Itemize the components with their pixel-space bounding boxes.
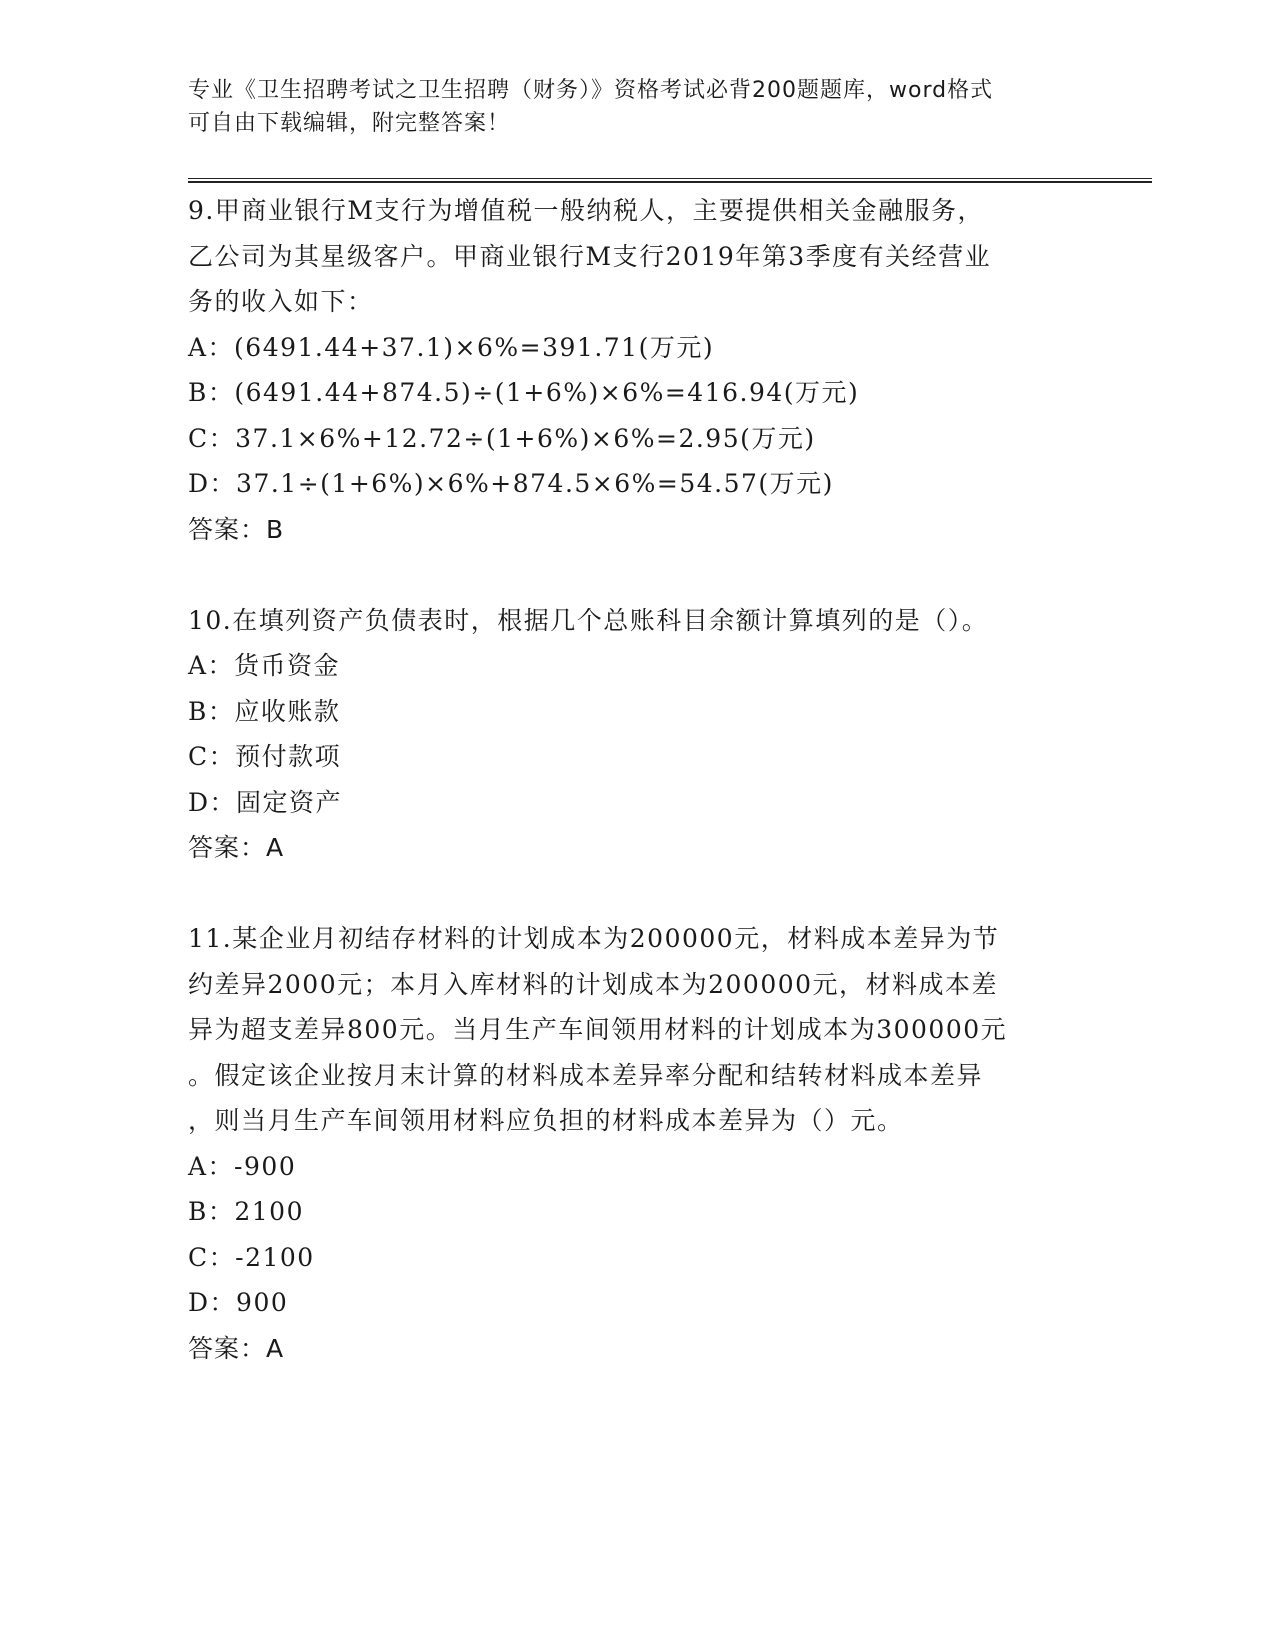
option-d: D：固定资产	[188, 787, 343, 817]
question-stem-line: 异为超支差异800元。当月生产车间领用材料的计划成本为300000元	[188, 1015, 1008, 1044]
option-d: D：37.1÷(1+6%)×6%+874.5×6%=54.57(万元)	[188, 469, 834, 498]
option-a: A：货币资金	[188, 651, 341, 680]
question-stem-line: 10.在填列资产负债表时，根据几个总账科目余额计算填列的是（）。	[188, 605, 989, 635]
option-a: A：-900	[188, 1151, 297, 1181]
header-title-line-2: 可自由下载编辑，附完整答案！	[188, 111, 511, 136]
question-stem-line: 9.甲商业银行M支行为增值税一般纳税人，主要提供相关金融服务，	[188, 196, 984, 225]
option-c: C：-2100	[188, 1242, 315, 1272]
header-divider	[188, 178, 1152, 183]
question-11	[188, 916, 1088, 1371]
option-a: A：(6491.44+37.1)×6%=391.71(万元)	[188, 332, 715, 362]
answer-label: 答案：B	[188, 514, 285, 544]
question-stem-line: ，则当月生产车间领用材料应负担的材料成本差异为（）元。	[188, 1106, 904, 1135]
answer-label: 答案：A	[188, 1333, 285, 1363]
question-stem-line: 约差异2000元；本月入库材料的计划成本为200000元，材料成本差	[188, 969, 999, 999]
option-b: B：2100	[188, 1197, 304, 1226]
option-c: C：37.1×6%+12.72÷(1+6%)×6%=2.95(万元)	[188, 423, 816, 453]
question-stem-line: 11.某企业月初结存材料的计划成本为200000元，材料成本差异为节	[188, 924, 1000, 953]
option-d: D：900	[188, 1288, 289, 1317]
answer-label: 答案：A	[188, 833, 285, 862]
question-10	[188, 598, 1088, 871]
option-b: B：(6491.44+874.5)÷(1+6%)×6%=416.94(万元)	[188, 378, 860, 407]
option-b: B：应收账款	[188, 696, 341, 726]
question-stem-line: 务的收入如下：	[188, 287, 374, 316]
question-stem-line: 乙公司为其星级客户。甲商业银行M支行2019年第3季度有关经营业	[188, 241, 992, 271]
question-9	[188, 188, 1088, 552]
question-stem-line: 。假定该企业按月末计算的材料成本差异率分配和结转材料成本差异	[188, 1060, 984, 1090]
document-header	[188, 74, 1068, 140]
header-title-line-1: 专业《卫生招聘考试之卫生招聘（财务）》资格考试必背200题题库，word格式	[188, 78, 994, 103]
question-list	[188, 188, 1088, 1371]
option-c: C：预付款项	[188, 742, 342, 771]
